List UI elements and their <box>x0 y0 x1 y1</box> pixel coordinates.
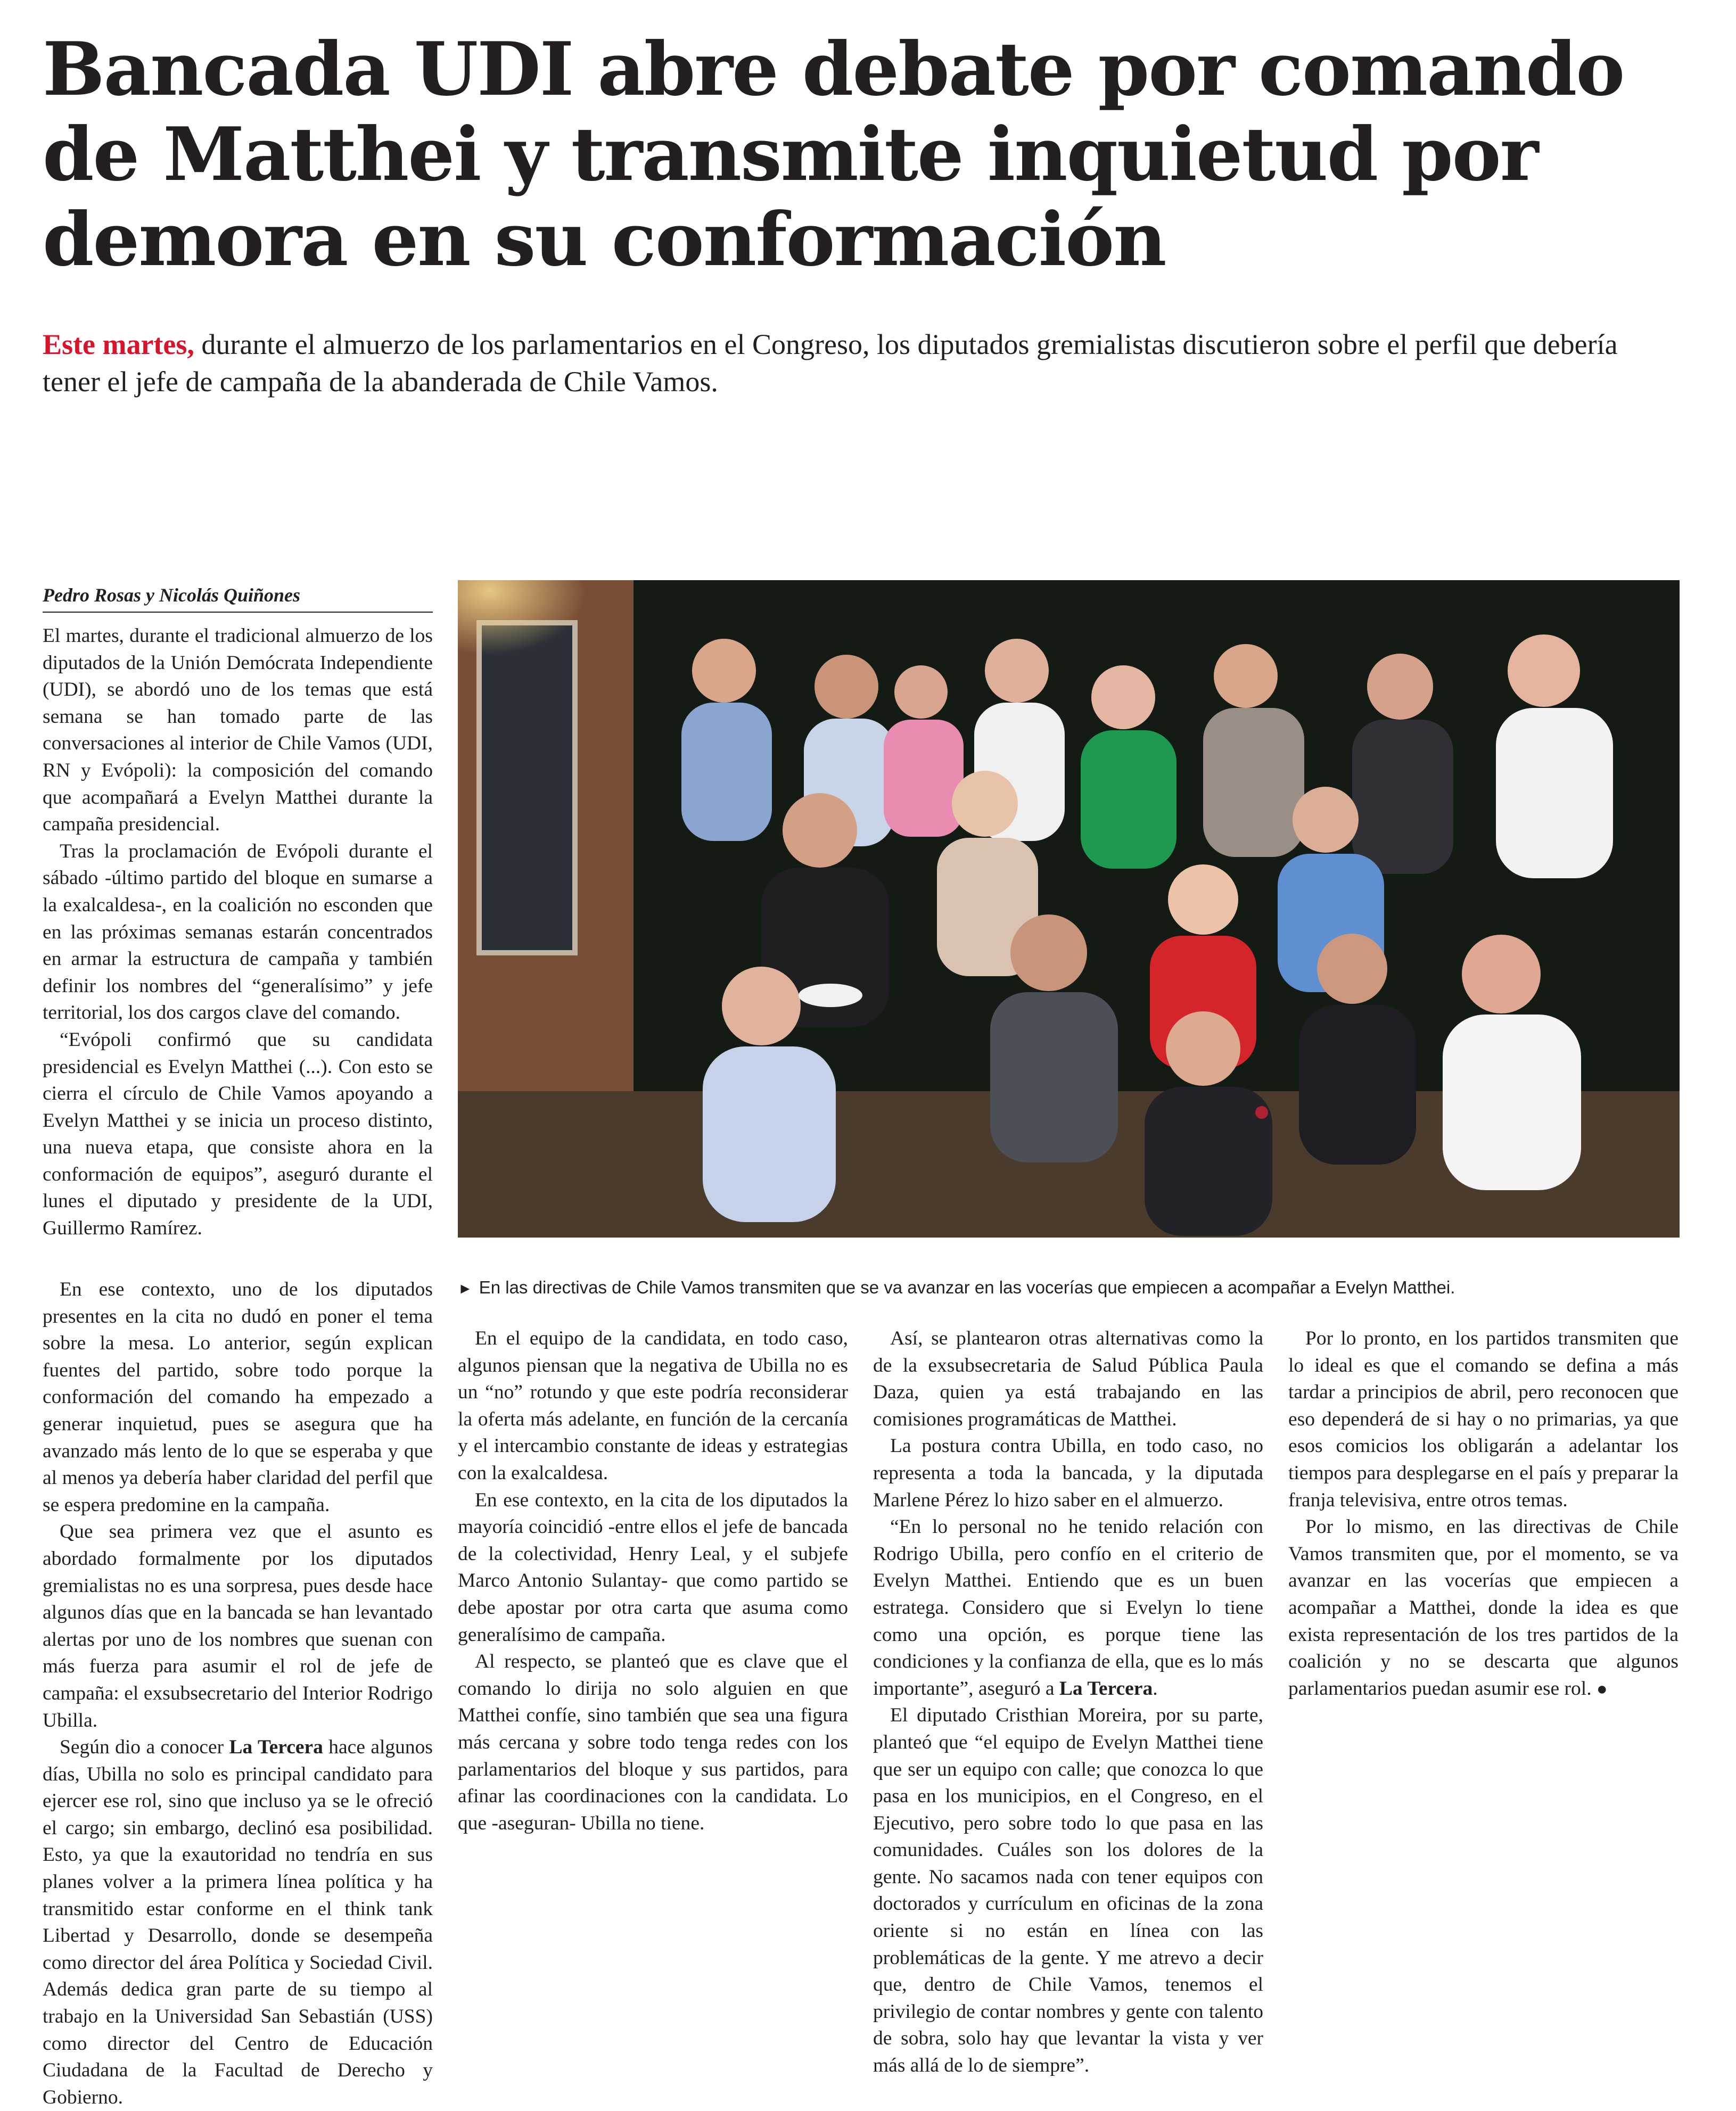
paragraph-2: Tras la proclamación de Evópoli durante el sábado -último partido del bloque en sumarse a la exalcaldesa-, en la coalición no esconden que en las próximas semanas estarán concentrados en armar la estructura de campaña y también definir los nombres del “generalísimo” y jefe territorial, los dos cargos clave del comando. <box>43 840 433 1024</box>
headline: Bancada UDI abre debate por comando de Matthei y transmite inquietud por demora en su conformación <box>43 26 1624 283</box>
paragraph-15-text: Por lo mismo, en las directivas de Chile Vamos transmiten que, por el momento, se va avanzar en las vocerías que empiecen a acompañar a Matthei, donde la idea es que exista representación de los tres partidos de la coalición y no se descarta que algunos parlamentarios puedan asumir ese rol. <box>1288 1516 1679 1700</box>
group-photo <box>458 580 1680 1238</box>
article-column-2 <box>458 1325 848 1837</box>
paragraph-14: Por lo pronto, en los partidos transmiten que lo ideal es que el comando se defina a más tardar a principios de abril, pero reconocen que eso dependerá de si hay o no primarias, ya que esos comicios los obligarán a adelantar los tiempos para desplegarse en el país y preparar la franja televisiva, entre otros temas. <box>1288 1327 1679 1511</box>
deck <box>43 326 1618 400</box>
paragraph-13: El diputado Cristhian Moreira, por su parte, planteó que “el equipo de Evelyn Matthei tiene que ser un equipo con calle; que conozca lo que pasa en los municipios, en el Congreso, en el Ejecutivo, pero sobre todo lo que pasa en las comunidades. Cuáles son los dolores de la gente. No sacamos nada con tener equipos con doctorados y currículum en oficinas de la zona oriente si no están en línea con las problemáticas de la gente. Y me atrevo a decir que, dentro de Chile Vamos, tenemos el privilegio de contar nombres y gente con talento de sobra, solo hay que levantar la vista y ver más allá de lo de siempre”. <box>873 1704 1263 2077</box>
byline: Pedro Rosas y Nicolás Quiñones <box>43 584 433 613</box>
article-column-1-bottom <box>43 1276 433 2111</box>
paragraph-9: Al respecto, se planteó que es clave que el comando lo dirija no solo alguien en que Matthei confíe, sino también que sea una figura más cercana y sobre todo tenga redes con los parlamentarios del bloque y sus partidos, para afinar las coordinaciones con la candidata. Lo que -aseguran- Ubilla no tiene. <box>458 1651 848 1834</box>
deck-lead: Este martes, <box>43 328 194 360</box>
caption-text: En las directivas de Chile Vamos transmiten que se va avanzar en las vocerías que empiecen a acompañar a Evelyn Matthei. <box>479 1277 1455 1297</box>
paragraph-4: En ese contexto, uno de los diputados presentes en la cita no dudó en poner el tema sobre la mesa. Lo anterior, según explican fuentes del partido, sobre todo porque la conformación del comando ha empezado a generar inquietud, pues se asegura que ha avanzado más lento de lo que se esperaba y que al menos ya debería haber claridad del perfil que se espera predomine en la campaña. <box>43 1279 433 1516</box>
paragraph-3: “Evópoli confirmó que su candidata presidencial es Evelyn Matthei (...). Con esto se cierra el círculo de Chile Vamos apoyando a Evelyn Matthei y se inicia un proceso distinto, una nueva etapa, que consiste ahora en la conformación de equipos”, aseguró durante el lunes el diputado y presidente de la UDI, Guillermo Ramírez. <box>43 1028 433 1240</box>
article-column-4 <box>1288 1325 1679 1703</box>
paragraph-5: Que sea primera vez que el asunto es abordado formalmente por los diputados gremialistas no es una sorpresa, pues desde hace algunos días que en la bancada se han levantado alertas por uno de los nombres que suenan con más fuerza para asumir el rol de jefe de campaña: el exsubsecretario del Interior Rodrigo Ubilla. <box>43 1521 433 1731</box>
paragraph-1: El martes, durante el tradicional almuerzo de los diputados de la Unión Demócrata Independiente (UDI), se abordó uno de los temas que está semana se han tomado parte de las conversaciones al interior de Chile Vamos (UDI, RN y Evópoli): la composición del comando que acompañará a Evelyn Matthei durante la campaña presidencial. <box>43 625 433 836</box>
paragraph-11: La postura contra Ubilla, en todo caso, no representa a toda la bancada, y la diputada Marlene Pérez lo hizo saber en el almuerzo. <box>873 1435 1263 1511</box>
newspaper-name: La Tercera <box>229 1736 323 1759</box>
newspaper-name: La Tercera <box>1059 1677 1153 1700</box>
paragraph-6-start: Según dio a conocer <box>60 1736 229 1759</box>
deck-text: durante el almuerzo de los parlamentarios en el Congreso, los diputados gremialistas discutieron sobre el perfil que debería tener el jefe de campaña de la abanderada de Chile Vamos. <box>43 328 1618 398</box>
paragraph-6-rest: hace algunos días, Ubilla no solo es principal candidato para ejercer ese rol, sino que incluso ya se le ofreció el cargo; sin embargo, declinó esa posibilidad. Esto, ya que la exautoridad no tendría en sus planes volver a la primera línea política y ha transmitido estar conforme en el think tank Libertad y Desarrollo, donde se desempeña como director del área Política y Sociedad Civil. Además dedica gran parte de su tiempo al trabajo en la Universidad San Sebastián (USS) como director del Centro de Educación Ciudadana de la Facultad de Derecho y Gobierno. <box>43 1736 433 2108</box>
paragraph-6 <box>43 1734 433 2111</box>
paragraph-12-start: “En lo personal no he tenido relación con Rodrigo Ubilla, pero confío en el criterio de Evelyn Matthei. Entiendo que es un buen estratega. Considero que si Evelyn lo tiene como una opción, es porque tiene las condiciones y la confianza de ella, que es lo más importante”, aseguró a <box>873 1516 1263 1700</box>
paragraph-15 <box>1288 1514 1679 1703</box>
paragraph-12-end: . <box>1153 1677 1158 1700</box>
end-of-article-icon: ● <box>1596 1679 1608 1699</box>
photo-illustration <box>458 580 1680 1238</box>
paragraph-7: En el equipo de la candidata, en todo caso, algunos piensan que la negativa de Ubilla no es un “no” rotundo y que este podría reconsiderar la oferta más adelante, en función de la cercanía y el intercambio constante de ideas y estrategias con la exalcaldesa. <box>458 1327 848 1484</box>
article-column-1-top <box>43 623 433 1242</box>
photo-caption <box>458 1276 1680 1299</box>
paragraph-12 <box>873 1514 1263 1702</box>
article-column-3 <box>873 1325 1263 2080</box>
paragraph-10: Así, se plantearon otras alternativas como la de la exsubsecretaria de Salud Pública Paula Daza, quien ya está trabajando en las comisiones programáticas de Matthei. <box>873 1327 1263 1430</box>
paragraph-8: En ese contexto, en la cita de los diputados la mayoría coincidió -entre ellos el jefe de bancada de la colectividad, Henry Leal, y el subjefe Marco Antonio Sulantay- que como partido se debe apostar por otra carta que asuma como generalísimo de campaña. <box>458 1489 848 1646</box>
caption-arrow-icon: ► <box>458 1280 473 1297</box>
